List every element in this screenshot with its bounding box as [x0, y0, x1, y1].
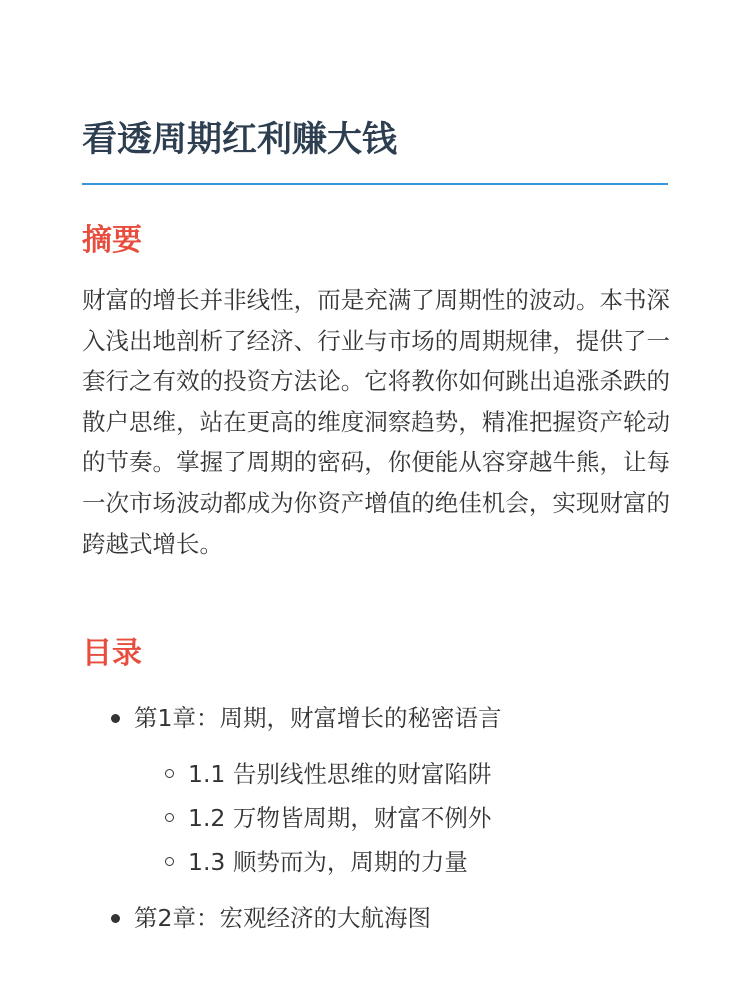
- bullet-disc-icon: [111, 914, 120, 923]
- toc-section-1-3[interactable]: 1.3 顺势而为，周期的力量: [188, 848, 468, 876]
- abstract-text: 财富的增长并非线性，而是充满了周期性的波动。本书深入浅出地剖析了经济、行业与市场的周期规律，提供了一套行之有效的投资方法论。它将教你如何跳出追涨杀跌的散户思维，站在更高的维度洞察趋势，精准把握资产轮动的节奏。掌握了周期的密码，你便能从容穿越牛熊，让每一次市场波动都成为你资产增值的绝佳机会，实现财富的跨越式增长。: [82, 286, 670, 558]
- bullet-circle-icon: [165, 857, 174, 866]
- toc-heading: 目录: [82, 636, 142, 671]
- abstract-heading: 摘要: [82, 223, 142, 258]
- toc-chapter-1[interactable]: 第1章：周期，财富增长的秘密语言: [134, 704, 502, 732]
- toc-section-1-2[interactable]: 1.2 万物皆周期，财富不例外: [188, 804, 492, 832]
- toc-chapter-2[interactable]: 第2章：宏观经济的大航海图: [134, 904, 431, 932]
- page-title: 看透周期红利赚大钱: [82, 120, 398, 160]
- title-divider: [82, 183, 668, 185]
- toc-section-1-1[interactable]: 1.1 告别线性思维的财富陷阱: [188, 760, 492, 788]
- bullet-circle-icon: [165, 769, 174, 778]
- bullet-disc-icon: [111, 714, 120, 723]
- bullet-circle-icon: [165, 813, 174, 822]
